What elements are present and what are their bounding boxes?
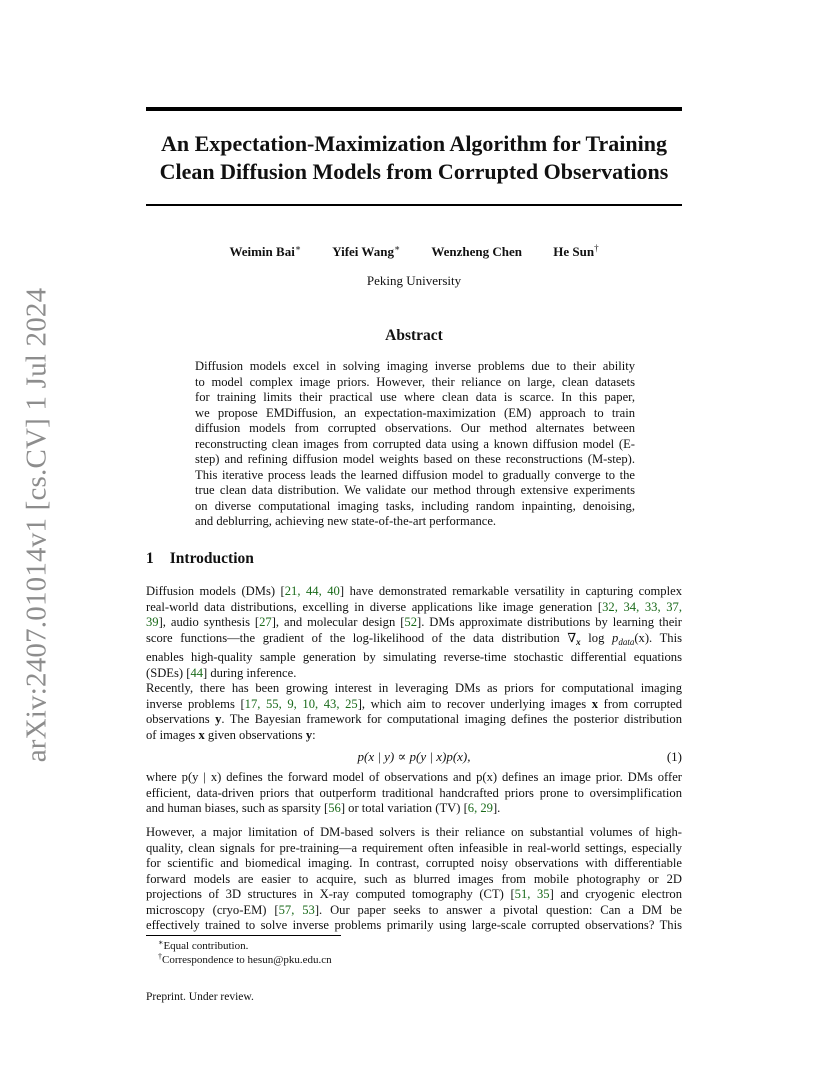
text-run: ]. — [492, 801, 501, 815]
math-subscript: data — [618, 636, 635, 647]
citation-link[interactable]: 52 — [404, 615, 417, 629]
paragraph-line: where p(y | x) defines the forward model of observations and p(x) defines an image prior. DMs offer — [146, 770, 682, 784]
text-run: real-world data distributions, excelling in diverse applications like image generation [ — [146, 599, 603, 614]
text-run: ]. DMs approximate distributions by learning their — [417, 615, 683, 629]
author-name: Weimin Bai — [229, 244, 295, 259]
text-run: ] or total variation (TV) [ — [340, 801, 468, 815]
preprint-note: Preprint. Under review. — [146, 991, 254, 1003]
paragraph-line: enables high-quality sample generation by simulating reverse-time stochastic differential equations — [146, 650, 682, 664]
citation-link[interactable]: 6, 29 — [467, 801, 493, 815]
author — [229, 244, 301, 259]
text-run: Diffusion models (DMs) [ — [146, 584, 285, 598]
abstract-line: reconstructing clean images from corrupted data using a known diffusion model (E- — [195, 436, 635, 451]
author-name: Yifei Wang — [332, 244, 394, 259]
intro-paragraph-3 — [146, 770, 682, 817]
abstract-line: Diffusion models excel in solving imaging inverse problems due to their ability — [195, 359, 635, 373]
text-run: score functions—the gradient of the log-likelihood of the data distribution ∇ — [146, 630, 577, 645]
math-variable: y — [305, 727, 313, 742]
paragraph-line: However, a major limitation of DM-based solvers is their reliance on substantial volumes of high- — [146, 825, 682, 839]
title-line: An Expectation-Maximization Algorithm for Training — [161, 131, 667, 156]
text-run: ], which aim to recover underlying images — [357, 696, 592, 711]
title-line: Clean Diffusion Models from Corrupted Observations — [159, 159, 669, 184]
citation-link[interactable]: 39 — [146, 615, 159, 629]
text-run: given observations — [204, 727, 306, 742]
text-run: ], audio synthesis [ — [158, 615, 260, 629]
paragraph-line — [146, 728, 682, 744]
abstract-line: we propose EMDiffusion, an expectation-maximization (EM) approach to train — [195, 405, 635, 420]
math-variable: y — [215, 712, 222, 726]
footnote-mark: † — [158, 952, 162, 961]
text-run: projections of 3D structures in X-ray computed tomography (CT) [ — [146, 887, 515, 901]
intro-paragraph-2 — [146, 681, 682, 743]
citation-link[interactable]: 21, 44, 40 — [284, 584, 340, 598]
title-rule-bottom — [146, 204, 682, 206]
citation-link[interactable]: 44 — [190, 665, 204, 680]
abstract-line: for training limits their practical use where clean data is scarce. In this paper, — [195, 390, 635, 404]
author-mark: † — [594, 243, 599, 253]
author-name: Wenzheng Chen — [431, 244, 522, 259]
section-number: 1 — [146, 550, 154, 567]
paragraph-line: forward models are easier to acquire, such as blurred images from mobile photography or 2D — [146, 871, 682, 886]
citation-link[interactable]: 32, 34, 33, 37, — [602, 599, 682, 614]
paragraph-line: for scientific and biomedical imaging. In contrast, corrupted noisy observations with differentiable — [146, 856, 682, 870]
author — [431, 244, 522, 259]
text-run: ] during inference. — [203, 665, 297, 680]
text-run: (SDEs) [ — [146, 665, 191, 680]
text-run: (x). This — [634, 630, 683, 645]
equation-number: (1) — [666, 749, 682, 764]
paragraph-line — [146, 584, 682, 600]
text-run: ] have demonstrated remarkable versatility in capturing complex — [339, 584, 682, 598]
text-run: . The Bayesian framework for computational imaging defines the posterior distribution — [221, 712, 682, 726]
author-mark: ∗ — [294, 243, 301, 253]
math-variable: x — [198, 727, 205, 742]
section-heading-introduction — [146, 550, 254, 568]
paragraph-line — [146, 801, 682, 817]
citation-link[interactable]: 17, 55, 9, 10, 43, 25 — [244, 696, 358, 711]
footnote-equal-contribution — [158, 938, 248, 952]
arxiv-identifier-stamp — [20, 287, 54, 763]
text-run: : — [312, 727, 316, 742]
text-run: of images — [146, 727, 199, 742]
author-name: He Sun — [553, 244, 595, 259]
text-run: ], and molecular design [ — [271, 615, 405, 629]
footnote-separator — [146, 935, 341, 936]
paragraph-line: efficient, data-driven priors that outperform traditional handcrafted priors prone to oversimplification — [146, 785, 682, 800]
abstract-line: and deblurring, achieving new state-of-the-art performance. — [195, 514, 497, 528]
paragraph-line: quality, clean signals for pre-training—a requirement often infeasible in real-world settings, especially — [146, 840, 682, 855]
math-subscript: x — [576, 636, 581, 647]
text-run: ]. Our paper seeks to answer a pivotal question: Can a DM be — [314, 902, 682, 917]
paragraph-line — [146, 631, 682, 651]
author-mark: ∗ — [393, 243, 401, 253]
intro-paragraph-1 — [146, 584, 682, 681]
text-run: microscopy (cryo-EM) [ — [146, 902, 279, 917]
citation-link[interactable]: 51, 35 — [514, 887, 550, 901]
abstract-body — [195, 359, 635, 530]
author-list — [146, 243, 682, 260]
paper-title — [146, 130, 682, 186]
text-run: from corrupted — [598, 696, 683, 711]
arxiv-identifier-text: arXiv:2407.01014v1 [cs.CV] 1 Jul 2024 — [20, 287, 53, 763]
footnote-text: Correspondence to hesun@pku.edu.cn — [162, 954, 332, 966]
affiliation: Peking University — [366, 273, 462, 288]
text-run: ] and cryogenic electron — [549, 887, 683, 901]
abstract-line: on diverse computational imaging tasks, including random inpainting, denoising, — [195, 498, 635, 513]
abstract-line: true clean data distribution. We validate our method through extensive experiments — [195, 483, 635, 497]
text-run: observations — [146, 712, 216, 726]
text-run: and human biases, such as sparsity [ — [146, 801, 329, 815]
paragraph-line: Recently, there has been growing interest in leveraging DMs as priors for computational imaging — [146, 681, 682, 695]
paragraph-line — [146, 600, 682, 616]
footnote-mark: ∗ — [158, 938, 164, 947]
footnote-text: Equal contribution. — [163, 940, 249, 952]
text-run: log — [580, 630, 613, 645]
section-title: Introduction — [169, 550, 254, 567]
abstract-heading: Abstract — [385, 327, 443, 344]
paragraph-line: effectively trained to solve inverse problems primarily using large-scale corrupted observations? This — [146, 918, 682, 932]
paragraph-line — [146, 697, 682, 713]
author — [332, 244, 400, 259]
math-variable: x — [591, 696, 599, 711]
text-run: inverse problems [ — [146, 696, 245, 711]
title-rule-top — [146, 107, 682, 111]
paragraph-line — [146, 903, 682, 919]
paragraph-line — [146, 712, 682, 728]
author — [553, 244, 598, 259]
math-variable: p — [612, 630, 619, 645]
abstract-line: step) and refining diffusion model weights based on these reconstructions (M-step). — [195, 452, 635, 466]
footnote-correspondence — [158, 952, 332, 966]
citation-link[interactable]: 27 — [259, 615, 272, 629]
abstract-line: This iterative process leads the learned diffusion model to gradually converge to the — [195, 467, 635, 482]
paragraph-line — [146, 887, 682, 903]
citation-link[interactable]: 56 — [328, 801, 341, 815]
intro-paragraph-4 — [146, 825, 682, 934]
citation-link[interactable]: 57, 53 — [278, 902, 315, 917]
equation-expression: p(x | y) ∝ p(y | x)p(x), — [357, 749, 471, 764]
abstract-line: diffusion models from corrupted observations. Our method alternates between — [195, 421, 635, 435]
paragraph-line — [146, 666, 682, 682]
paragraph-line — [146, 615, 682, 631]
abstract-line: to model complex image priors. However, their reliance on large, clean datasets — [195, 374, 635, 389]
